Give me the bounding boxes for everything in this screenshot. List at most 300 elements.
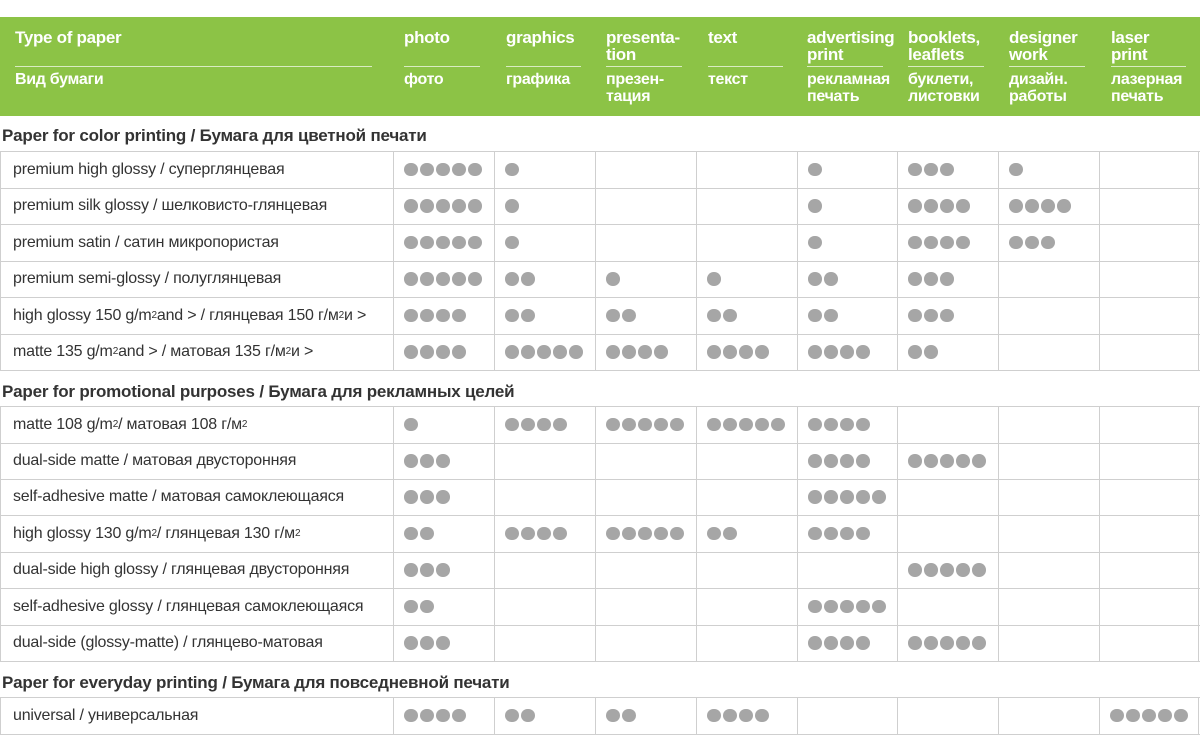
rating-dot-icon [569,345,583,359]
rating-cell [494,625,595,661]
rating-dot-icon [707,418,721,432]
rating-cell [595,479,696,515]
section-title: Paper for color printing / Бумага для цветной печати [2,126,427,145]
rating-dot-icon [505,418,519,432]
rating-dot-icon [808,490,822,504]
rating-dot-icon [436,345,450,359]
rating-dot-icon [1126,709,1140,723]
rating-cell [595,515,696,552]
rating-dot-icon [622,309,636,323]
rating-dots [908,625,986,661]
rating-dots [808,151,822,188]
rating-dot-icon [840,490,854,504]
rating-dot-icon [606,309,620,323]
rating-dot-icon [404,709,418,723]
rating-dot-icon [505,345,519,359]
rating-dots [707,515,737,552]
paper-type-cell [0,588,393,625]
rating-dot-icon [420,563,434,577]
table-row [0,151,1200,188]
rating-dot-icon [553,418,567,432]
section-title: Paper for promotional purposes / Бумага для рекламных целей [2,382,515,401]
header-col-en: advertising print [807,29,883,67]
rating-dots [808,588,886,625]
rating-dots [505,697,535,734]
header-col-7 [1009,17,1099,116]
rating-cell [595,552,696,588]
rating-cell [998,625,1099,661]
rating-dot-icon [452,345,466,359]
rating-dot-icon [468,236,482,250]
rating-cell [998,697,1099,734]
paper-type-cell [0,443,393,479]
rating-dots [707,334,769,370]
rating-dot-icon [856,418,870,432]
rating-cell [393,151,494,188]
rating-dots [707,406,785,443]
grid-line [0,661,1200,662]
rating-dot-icon [436,563,450,577]
rating-cell [696,515,797,552]
rating-dot-icon [420,709,434,723]
rating-cell [797,406,897,443]
rating-dot-icon [420,309,434,323]
header-col-en: presenta- tion [606,29,682,67]
table-row [0,552,1200,588]
rating-cell [797,151,897,188]
rating-cell [393,334,494,370]
rating-dot-icon [404,454,418,468]
rating-dots [404,297,466,334]
rating-cell [494,261,595,297]
rating-dots [908,151,954,188]
rating-dots [404,625,450,661]
rating-dots [1009,188,1071,224]
rating-dots [404,406,418,443]
rating-cell [897,479,998,515]
rating-dot-icon [404,236,418,250]
paper-type-label: dual-side matte / матовая двусторонняя [13,452,297,469]
rating-cell [595,588,696,625]
rating-dots [707,261,721,297]
rating-dot-icon [404,418,418,432]
rating-dot-icon [840,527,854,541]
header-col-1 [404,17,494,116]
rating-dot-icon [924,199,938,213]
table-row [0,188,1200,224]
rating-dot-icon [723,418,737,432]
rating-dot-icon [840,636,854,650]
paper-type-label: matte 135 g/m 2 and > / матовая 135 г/м 2 и > [13,343,314,360]
table-row [0,443,1200,479]
rating-cell [897,297,998,334]
header-col-5 [807,17,897,116]
rating-dot-icon [856,636,870,650]
rating-dot-icon [622,527,636,541]
rating-dot-icon [908,345,922,359]
paper-type-label: dual-side (glossy-matte) / глянцево-матовая [13,634,323,651]
rating-dot-icon [707,309,721,323]
rating-cell [797,552,897,588]
rating-dot-icon [1009,199,1023,213]
rating-dot-icon [808,236,822,250]
rating-dot-icon [537,527,551,541]
rating-cell [595,188,696,224]
paper-type-cell [0,297,393,334]
header-col-ru: буклети, листовки [908,71,980,105]
rating-dot-icon [1110,709,1124,723]
rating-dot-icon [436,454,450,468]
rating-cell [897,224,998,261]
rating-dot-icon [404,199,418,213]
header-col-ru: презен- тация [606,71,664,105]
rating-cell [998,151,1099,188]
rating-cell [595,334,696,370]
rating-dots [606,406,684,443]
rating-dots [404,334,466,370]
rating-dots [1110,697,1188,734]
rating-dot-icon [436,199,450,213]
rating-dots [606,334,668,370]
rating-dot-icon [739,709,753,723]
rating-cell [494,588,595,625]
rating-cell [998,188,1099,224]
rating-cell [494,188,595,224]
rating-dot-icon [940,454,954,468]
rating-dot-icon [404,600,418,614]
rating-dot-icon [436,236,450,250]
rating-dot-icon [452,199,466,213]
table-row [0,406,1200,443]
header-col-ru: дизайн. работы [1009,71,1068,105]
rating-cell [393,406,494,443]
rating-cell [696,297,797,334]
rating-cell [1099,552,1199,588]
header-col-en: text [708,29,783,67]
rating-cell [393,552,494,588]
rating-dot-icon [468,199,482,213]
rating-dot-icon [824,490,838,504]
rating-dot-icon [856,490,870,504]
rating-cell [998,297,1099,334]
rating-dots [908,297,954,334]
rating-dot-icon [824,636,838,650]
rating-cell [797,625,897,661]
rating-dot-icon [956,199,970,213]
rating-cell [998,443,1099,479]
table-row [0,515,1200,552]
paper-type-cell [0,188,393,224]
rating-dots [908,552,986,588]
rating-dot-icon [924,454,938,468]
rating-cell [1099,297,1199,334]
paper-type-label: matte 108 g/m 2 / матовая 108 г/м 2 [13,415,248,433]
rating-cell [696,697,797,734]
rating-cell [897,443,998,479]
rating-dots [404,552,450,588]
rating-dot-icon [1158,709,1172,723]
header-type-of-paper [15,17,390,116]
rating-dot-icon [908,236,922,250]
rating-dot-icon [707,272,721,286]
rating-dot-icon [940,636,954,650]
rating-dots [908,188,970,224]
rating-dot-icon [723,309,737,323]
rating-dot-icon [521,709,535,723]
paper-type-cell [0,261,393,297]
paper-type-cell [0,151,393,188]
rating-dot-icon [755,345,769,359]
rating-cell [797,297,897,334]
rating-dot-icon [924,636,938,650]
rating-dot-icon [808,600,822,614]
header-col-en: booklets, leaflets [908,29,984,67]
rating-cell [797,515,897,552]
rating-dot-icon [606,709,620,723]
table-header [0,17,1200,116]
table-row [0,297,1200,334]
rating-dot-icon [840,418,854,432]
rating-cell [393,188,494,224]
rating-dot-icon [940,563,954,577]
rating-dots [908,261,954,297]
rating-dot-icon [808,418,822,432]
header-col-8 [1111,17,1200,116]
rating-cell [595,151,696,188]
rating-cell [494,552,595,588]
rating-cell [595,625,696,661]
rating-dots [606,697,636,734]
rating-cell [393,479,494,515]
rating-cell [897,406,998,443]
rating-dot-icon [739,345,753,359]
rating-dot-icon [924,163,938,177]
paper-type-label: premium satin / сатин микропористая [13,233,279,251]
rating-dot-icon [908,199,922,213]
rating-cell [595,443,696,479]
paper-type-cell [0,625,393,661]
rating-cell [696,188,797,224]
table-row [0,334,1200,370]
rating-dots [505,515,567,552]
rating-dot-icon [404,272,418,286]
rating-dot-icon [452,163,466,177]
rating-dot-icon [872,600,886,614]
rating-dot-icon [420,490,434,504]
rating-cell [696,261,797,297]
rating-dot-icon [856,527,870,541]
rating-cell [998,479,1099,515]
rating-dot-icon [755,709,769,723]
paper-type-label: high glossy 130 g/m 2 / глянцевая 130 г/м 2 [13,524,301,542]
header-col-en: designer work [1009,29,1085,67]
rating-dot-icon [940,236,954,250]
grid-line [0,734,1200,735]
rating-cell [797,334,897,370]
rating-cell [1099,151,1199,188]
rating-dots [505,297,535,334]
rating-dots [808,224,822,261]
rating-cell [494,297,595,334]
rating-cell [1099,515,1199,552]
rating-dot-icon [856,454,870,468]
rating-dot-icon [638,345,652,359]
rating-cell [696,625,797,661]
rating-dot-icon [404,309,418,323]
rating-cell [1099,261,1199,297]
rating-cell [797,479,897,515]
rating-dot-icon [808,636,822,650]
rating-dots [505,224,519,261]
rating-cell [998,588,1099,625]
rating-dots [808,406,870,443]
rating-cell [494,443,595,479]
rating-cell [393,697,494,734]
rating-dots [505,406,567,443]
rating-dot-icon [505,272,519,286]
rating-dot-icon [940,163,954,177]
rating-cell [393,224,494,261]
rating-dots [707,697,769,734]
table-row [0,625,1200,661]
rating-dots [808,479,886,515]
rating-dot-icon [404,563,418,577]
rating-dot-icon [808,527,822,541]
rating-dots [808,443,870,479]
rating-dot-icon [654,418,668,432]
paper-type-label: premium semi-glossy / полуглянцевая [13,270,282,287]
rating-dot-icon [723,709,737,723]
rating-dot-icon [622,345,636,359]
header-col-ru: рекламная печать [807,71,890,105]
header-col-en: graphics [506,29,581,67]
rating-cell [897,552,998,588]
rating-cell [897,334,998,370]
rating-dot-icon [824,272,838,286]
rating-dot-icon [824,309,838,323]
rating-dot-icon [505,709,519,723]
rating-dot-icon [707,709,721,723]
rating-dots [808,297,838,334]
rating-dots [808,515,870,552]
rating-cell [494,151,595,188]
rating-dot-icon [521,345,535,359]
rating-dot-icon [420,272,434,286]
rating-cell [696,224,797,261]
header-col-en: laser print [1111,29,1186,67]
rating-cell [1099,188,1199,224]
rating-dot-icon [1009,236,1023,250]
rating-dot-icon [956,563,970,577]
rating-dot-icon [924,236,938,250]
rating-cell [393,443,494,479]
header-col-ru: текст [708,71,748,88]
header-type-of-paper-ru: Вид бумаги [15,71,104,88]
rating-dot-icon [420,454,434,468]
rating-cell [393,515,494,552]
rating-dot-icon [521,272,535,286]
rating-dot-icon [404,345,418,359]
rating-dot-icon [808,309,822,323]
rating-dot-icon [940,309,954,323]
rating-dot-icon [908,163,922,177]
rating-cell [393,625,494,661]
rating-dot-icon [505,163,519,177]
rating-cell [797,588,897,625]
rating-dot-icon [824,418,838,432]
rating-cell [494,697,595,734]
rating-cell [897,625,998,661]
rating-cell [1099,697,1199,734]
rating-dot-icon [505,199,519,213]
table-row [0,588,1200,625]
rating-dot-icon [420,636,434,650]
rating-cell [595,224,696,261]
rating-dots [707,297,737,334]
rating-dot-icon [404,163,418,177]
rating-dot-icon [436,709,450,723]
rating-dots [908,224,970,261]
header-col-ru: фото [404,71,444,88]
rating-dot-icon [670,418,684,432]
rating-dot-icon [723,527,737,541]
rating-dots [505,334,583,370]
rating-cell [696,479,797,515]
rating-dot-icon [468,163,482,177]
rating-cell [998,224,1099,261]
rating-dot-icon [908,272,922,286]
rating-dot-icon [521,527,535,541]
rating-cell [494,515,595,552]
rating-dot-icon [404,636,418,650]
rating-cell [595,261,696,297]
rating-dot-icon [670,527,684,541]
rating-dot-icon [872,490,886,504]
rating-dot-icon [537,418,551,432]
paper-type-cell [0,515,393,552]
paper-type-label: premium silk glossy / шелковисто-глянцевая [13,197,328,214]
rating-dots [808,261,838,297]
rating-dot-icon [1009,163,1023,177]
rating-cell [797,697,897,734]
rating-dot-icon [771,418,785,432]
rating-cell [897,188,998,224]
rating-dot-icon [824,454,838,468]
rating-dot-icon [956,236,970,250]
paper-type-cell [0,224,393,261]
rating-dot-icon [808,454,822,468]
rating-dot-icon [924,272,938,286]
rating-dots [908,443,986,479]
header-col-2 [506,17,595,116]
rating-cell [494,406,595,443]
rating-cell [1099,479,1199,515]
rating-dot-icon [436,490,450,504]
rating-dots [808,334,870,370]
rating-dot-icon [808,272,822,286]
rating-dot-icon [622,418,636,432]
rating-cell [1099,224,1199,261]
rating-cell [393,297,494,334]
rating-dots [404,261,482,297]
rating-dot-icon [856,600,870,614]
rating-dots [908,334,938,370]
rating-dot-icon [972,454,986,468]
rating-dot-icon [452,272,466,286]
rating-dot-icon [452,309,466,323]
rating-dot-icon [521,309,535,323]
paper-type-cell [0,697,393,734]
